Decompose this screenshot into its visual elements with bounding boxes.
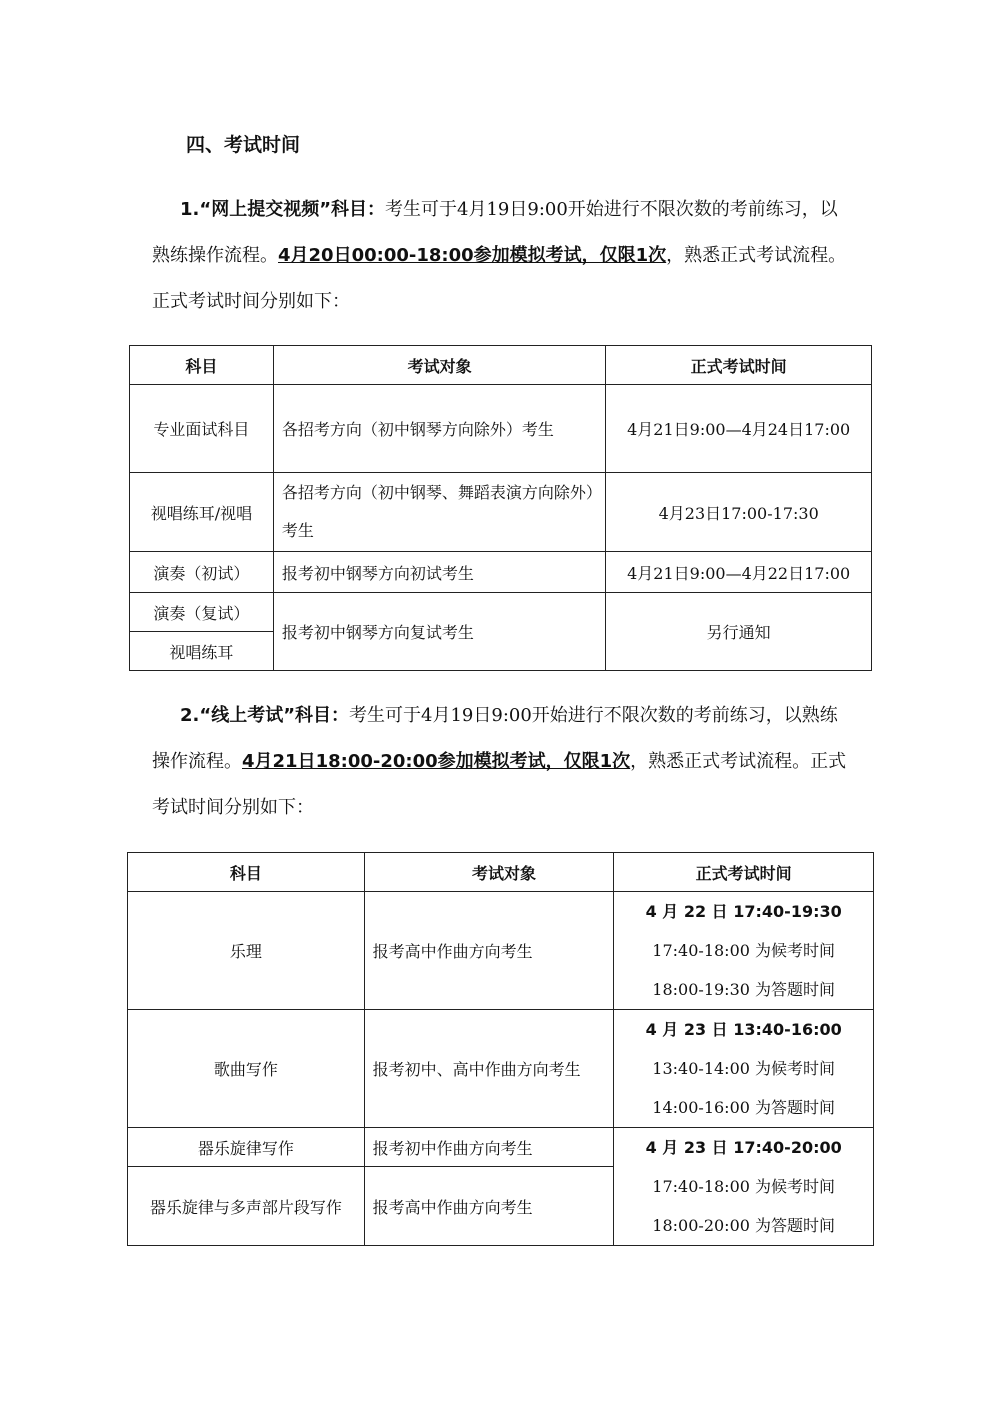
cell-target: 报考高中作曲方向考生 [364, 892, 614, 1010]
time-wait: 13:40-14:00 为候考时间 [652, 1059, 836, 1078]
cell-target: 报考初中钢琴方向复试考生 [273, 593, 606, 671]
table-row [130, 593, 872, 632]
section1-lead: 1.“网上提交视频”科目： [180, 199, 386, 220]
online-exam-schedule-table [127, 852, 874, 1246]
header-subject: 科目 [130, 346, 274, 385]
header-target: 考试对象 [364, 853, 614, 892]
cell-time [614, 1128, 874, 1246]
section-heading: 四、考试时间 [186, 134, 301, 156]
cell-subject: 视唱练耳 [130, 632, 274, 671]
cell-time [614, 892, 874, 1010]
cell-subject: 演奏（初试） [130, 552, 274, 593]
time-answer: 18:00-19:30 为答题时间 [652, 980, 836, 999]
table-row [130, 385, 872, 473]
table-header-row [130, 346, 872, 385]
cell-target: 报考初中、高中作曲方向考生 [364, 1010, 614, 1128]
time-wait: 17:40-18:00 为候考时间 [652, 941, 836, 960]
section1-text1: 考生可于4月19日9:00开始进行不限次数的考前练习，以熟练操作流程。 [152, 199, 838, 266]
header-subject: 科目 [128, 853, 365, 892]
table-row [130, 552, 872, 593]
table-header-row [128, 853, 874, 892]
cell-target: 报考初中钢琴方向初试考生 [273, 552, 606, 593]
section2-lead: 2.“线上考试”科目： [180, 705, 350, 726]
cell-subject: 器乐旋律与多声部片段写作 [128, 1167, 365, 1246]
cell-target: 报考初中作曲方向考生 [364, 1128, 614, 1167]
online-video-schedule-table [129, 345, 872, 671]
time-main: 4 月 22 日 17:40-19:30 [645, 902, 842, 921]
section2-text1: 考生可于4月19日9:00开始进行不限次数的考前练习，以熟练操作流程。 [152, 705, 838, 772]
header-time: 正式考试时间 [614, 853, 874, 892]
cell-time: 另行通知 [606, 593, 872, 671]
cell-time: 4月21日9:00—4月24日17:00 [606, 385, 872, 473]
header-target: 考试对象 [273, 346, 606, 385]
cell-subject: 专业面试科目 [130, 385, 274, 473]
time-main: 4 月 23 日 17:40-20:00 [645, 1138, 842, 1157]
cell-target: 报考高中作曲方向考生 [364, 1167, 614, 1246]
time-answer: 18:00-20:00 为答题时间 [652, 1216, 836, 1235]
table-row [128, 1128, 874, 1167]
cell-time [614, 1010, 874, 1128]
table-row [128, 892, 874, 1010]
cell-time: 4月23日17:00-17:30 [606, 473, 872, 552]
cell-subject: 器乐旋律写作 [128, 1128, 365, 1167]
table-row [130, 473, 872, 552]
time-main: 4 月 23 日 13:40-16:00 [645, 1020, 842, 1039]
cell-subject: 歌曲写作 [128, 1010, 365, 1128]
table-row [128, 1010, 874, 1128]
section2-paragraph [152, 693, 852, 831]
cell-subject: 视唱练耳/视唱 [130, 473, 274, 552]
time-wait: 17:40-18:00 为候考时间 [652, 1177, 836, 1196]
section1-highlight: 4月20日00:00-18:00参加模拟考试，仅限1次 [278, 245, 667, 266]
header-time: 正式考试时间 [606, 346, 872, 385]
cell-target: 各招考方向（初中钢琴、舞蹈表演方向除外）考生 [273, 473, 606, 552]
section1-text2: ，熟悉正式考试流程。正式考试时间分别如下： [152, 245, 847, 312]
cell-subject: 演奏（复试） [130, 593, 274, 632]
cell-target: 各招考方向（初中钢琴方向除外）考生 [273, 385, 606, 473]
section2-text2: ，熟悉正式考试流程。正式考试时间分别如下： [152, 751, 847, 818]
section2-highlight: 4月21日18:00-20:00参加模拟考试，仅限1次 [242, 751, 631, 772]
section1-paragraph [152, 187, 852, 325]
time-answer: 14:00-16:00 为答题时间 [652, 1098, 836, 1117]
cell-time: 4月21日9:00—4月22日17:00 [606, 552, 872, 593]
cell-subject: 乐理 [128, 892, 365, 1010]
